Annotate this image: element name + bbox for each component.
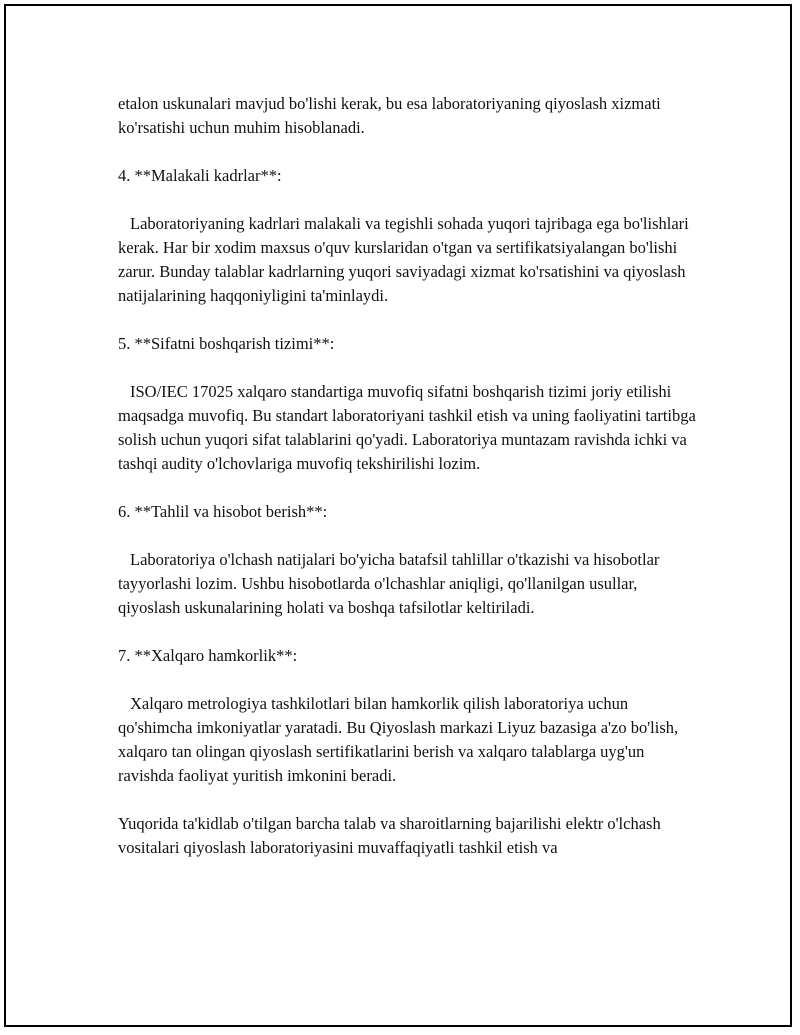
section-heading-4: 4. **Malakali kadrlar**: <box>118 166 282 185</box>
section-paragraph-7: Xalqaro metrologiya tashkilotlari bilan hamkorlik qilish laboratoriya uchun qo'shimcha imkoniyatlar yaratadi. Bu Qiyoslash markazi Liyuz bazasiga a'zo bo'lish, xalqaro tan olingan qiyoslash sertifikatlarini berish va xalqaro talablarga uyg'un ravishda faoliyat yuritish imkonini beradi. <box>118 694 679 785</box>
section-paragraph-5: ISO/IEC 17025 xalqaro standartiga muvofiq sifatni boshqarish tizimi joriy etilishi maqsadga muvofiq. Bu standart laboratoriyani tashkil etish va uning faoliyatini tartibga solish uchun yuqori sifat talablarini qo'yadi. Laboratoriya muntazam ravishda ichki va tashqi audity o'lchovlariga muvofiq tekshirilishi lozim. <box>118 382 696 473</box>
conclusion-paragraph: Yuqorida ta'kidlab o'tilgan barcha talab va sharoitlarning bajarilishi elektr o'lchash vositalari qiyoslash laboratoriyasini muvaffaqiyatli tashkil etish va <box>118 814 661 857</box>
document-body <box>118 92 698 860</box>
section-heading-7: 7. **Xalqaro hamkorlik**: <box>118 646 298 665</box>
section-heading-6: 6. **Tahlil va hisobot berish**: <box>118 502 328 521</box>
continuation-paragraph: etalon uskunalari mavjud bo'lishi kerak, bu esa laboratoriyaning qiyoslash xizmati ko'rsatishi uchun muhim hisoblanadi. <box>118 94 661 137</box>
section-paragraph-6: Laboratoriya o'lchash natijalari bo'yicha batafsil tahlillar o'tkazishi va hisobotlar tayyorlashi lozim. Ushbu hisobotlarda o'lchashlar aniqligi, qo'llanilgan usullar, qiyoslash uskunalarining holati va boshqa tafsilotlar keltiriladi. <box>118 550 660 617</box>
section-heading-5: 5. **Sifatni boshqarish tizimi**: <box>118 334 335 353</box>
section-paragraph-4: Laboratoriyaning kadrlari malakali va tegishli sohada yuqori tajribaga ega bo'lishlari kerak. Har bir xodim maxsus o'quv kurslaridan o'tgan va sertifikatsiyalangan bo'lishi zarur. Bunday talablar kadrlarning yuqori saviyadagi xizmat ko'rsatishini va qiyoslash natijalarining haqqoniyligini ta'minlaydi. <box>118 214 689 305</box>
